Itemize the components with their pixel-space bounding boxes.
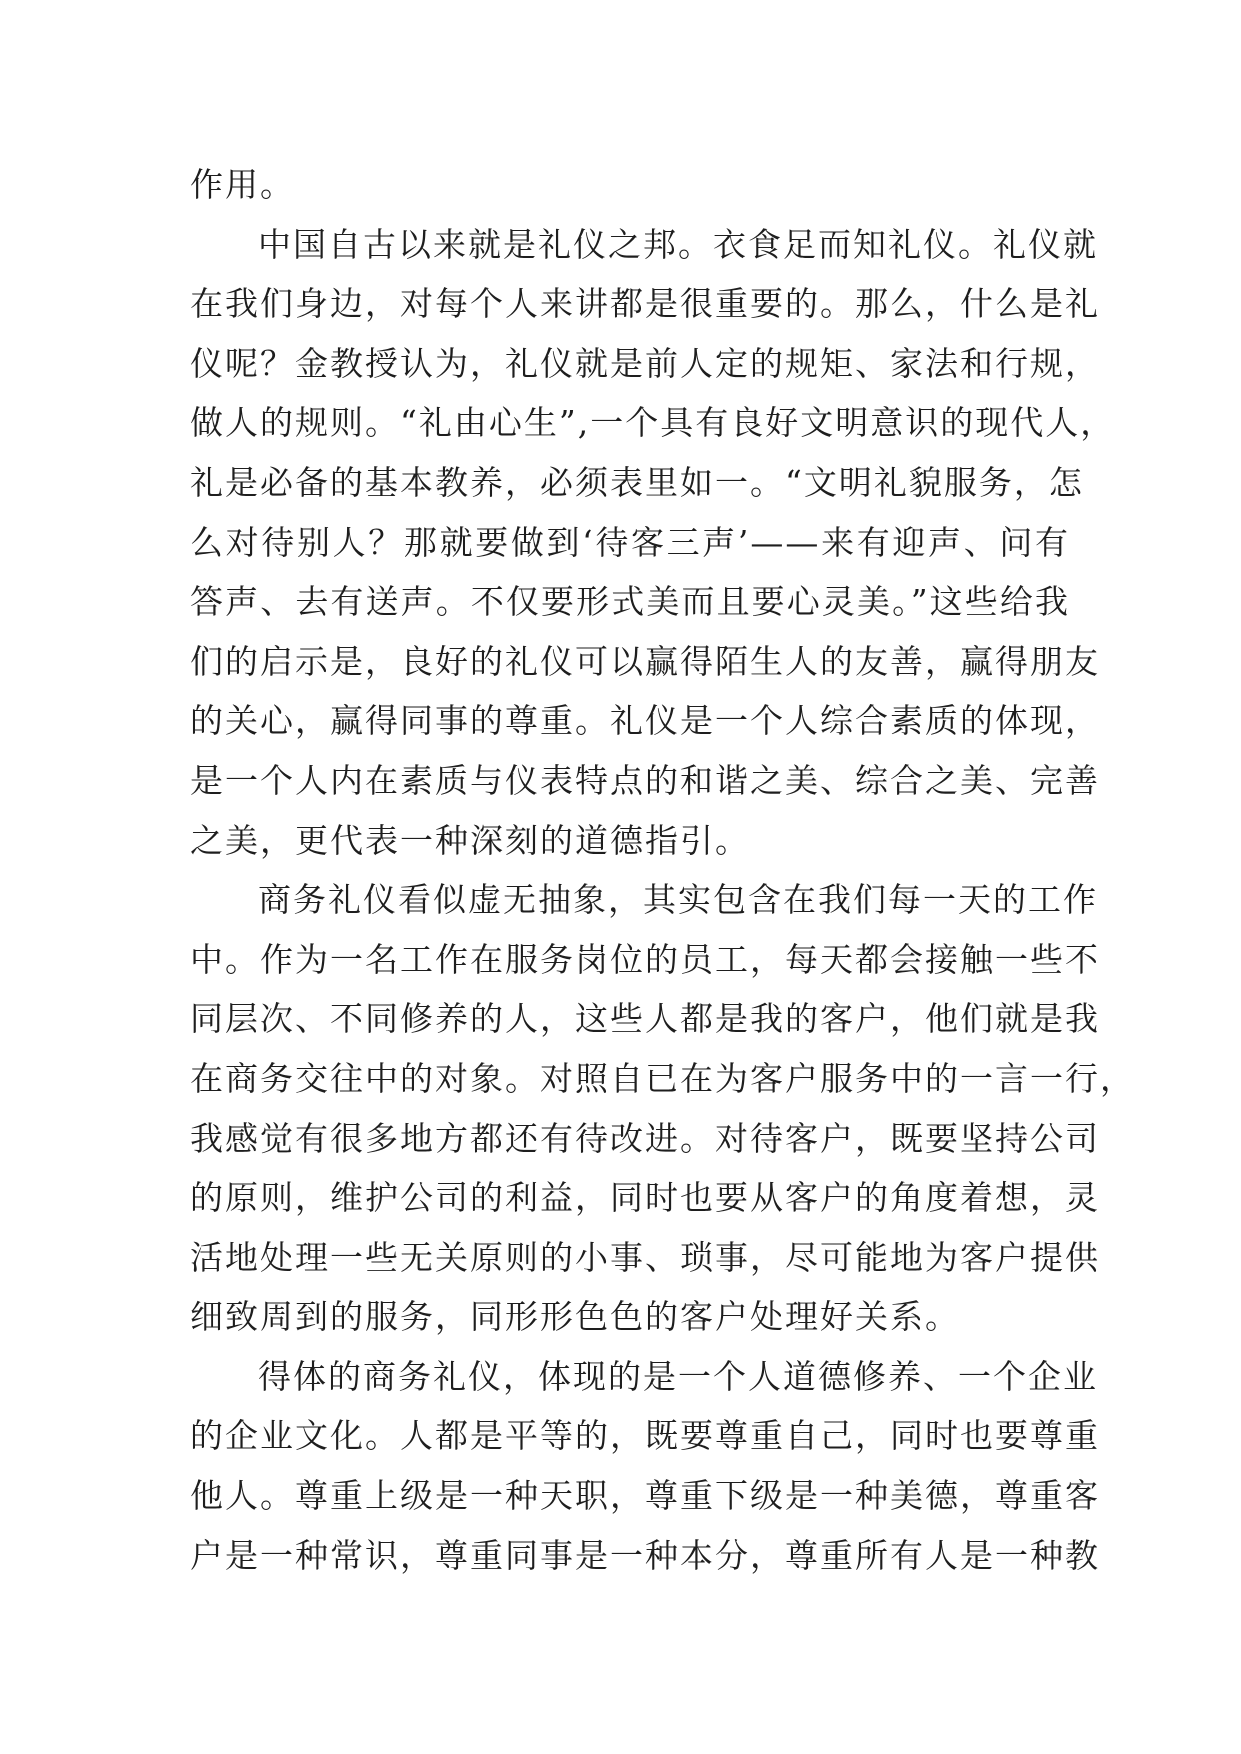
text-line: 户是一种常识，尊重同事是一种本分，尊重所有人是一种教 [190,1535,1100,1575]
text-line: 的企业文化。人都是平等的，既要尊重自己，同时也要尊重 [190,1416,1100,1456]
text-line: 得体的商务礼仪，体现的是一个人道德修养、一个企业 [258,1356,1098,1396]
text-line: 们的启示是，良好的礼仪可以赢得陌生人的友善，赢得朋友 [190,641,1100,681]
text-line: 仪呢？金教授认为，礼仪就是前人定的规矩、家法和行规， [190,343,1100,383]
text-line: 他人。尊重上级是一种天职，尊重下级是一种美德，尊重客 [190,1476,1100,1516]
text-line: 做人的规则。“礼由心生”,一个具有良好文明意识的现代人， [190,403,1116,443]
text-line: 细致周到的服务，同形形色色的客户处理好关系。 [190,1297,960,1337]
text-line: 之美，更代表一种深刻的道德指引。 [190,820,750,860]
text-line: 作用。 [190,165,295,204]
text-line: 在我们身边，对每个人来讲都是很重要的。那么，什么是礼 [190,284,1100,324]
body-text [190,155,1135,1585]
text-line: 我感觉有很多地方都还有待改进。对待客户，既要坚持公司 [190,1118,1100,1158]
text-line: 答声、去有送声。不仅要形式美而且要心灵美。”这些给我 [190,582,1070,622]
text-line: 是一个人内在素质与仪表特点的和谐之美、综合之美、完善 [190,760,1100,800]
text-line: 中国自古以来就是礼仪之邦。衣食足而知礼仪。礼仪就 [258,224,1098,264]
text-line: 中。作为一名工作在服务岗位的员工，每天都会接触一些不 [190,939,1100,979]
text-line: 商务礼仪看似虚无抽象，其实包含在我们每一天的工作 [258,880,1098,920]
text-line: 同层次、不同修养的人，这些人都是我的客户，他们就是我 [190,999,1100,1039]
text-line: 么对待别人？那就要做到‘待客三声’——来有迎声、问有 [190,522,1070,562]
text-line: 礼是必备的基本教养，必须表里如一。“文明礼貌服务，怎 [190,462,1084,502]
text-line: 在商务交往中的对象。对照自已在为客户服务中的一言一行， [190,1058,1135,1098]
text-line: 活地处理一些无关原则的小事、琐事，尽可能地为客户提供 [190,1237,1100,1277]
text-line: 的原则，维护公司的利益，同时也要从客户的角度着想，灵 [190,1178,1100,1218]
text-line: 的关心，赢得同事的尊重。礼仪是一个人综合素质的体现， [190,701,1100,741]
